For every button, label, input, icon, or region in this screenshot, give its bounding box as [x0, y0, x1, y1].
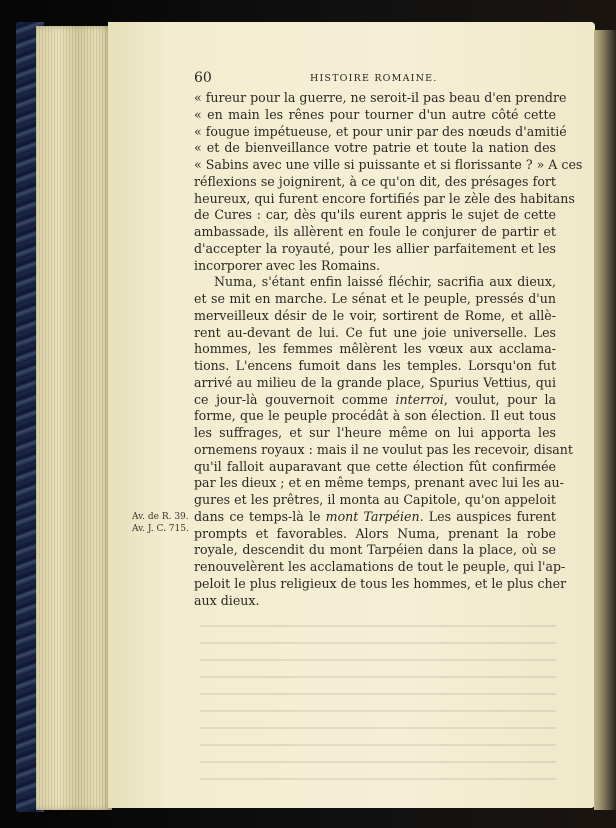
- text-line: rent au-devant de lui. Ce fut une joie universelle. Les: [194, 324, 556, 340]
- text-line: renouvelèrent les acclamations de tout le peuple, qui l'ap-: [194, 559, 566, 574]
- text-line: ce jour-là gouvernoit comme interroi, voulut, pour la: [194, 391, 556, 407]
- show-through-text: [200, 615, 556, 785]
- text-line: de Cures : car, dès qu'ils eurent appris le sujet de cette: [194, 207, 556, 223]
- text-line: arrivé au milieu de la grande place, Spurius Vettius, qui: [194, 374, 556, 390]
- text-line: par les dieux ; et en même temps, prenant avec lui les au-: [194, 475, 564, 491]
- body-text: [194, 90, 583, 609]
- page-edges: [36, 26, 112, 810]
- text-line: royale, descendit du mont Tarpéien dans la place, où se: [194, 542, 556, 558]
- text-line: incorporer avec les Romains.: [194, 257, 381, 273]
- text-line: dans ce temps-là le mont Tarpéien. Les auspices furent: [194, 508, 556, 524]
- text-line: merveilleux désir de le voir, sortirent de Rome, et allè-: [194, 307, 556, 323]
- text-line: « fougue impétueuse, et pour unir par des nœuds d'amitié: [194, 123, 567, 139]
- margin-note-line: Av. de R. 39.: [132, 512, 189, 522]
- page-number: 60: [194, 70, 212, 86]
- text-line: réflexions se joignirent, à ce qu'on dit, des présages fort: [194, 173, 556, 189]
- running-title: HISTOIRE ROMAINE.: [310, 73, 438, 84]
- text-line: hommes, les femmes mêlèrent les vœux aux acclama-: [194, 341, 556, 357]
- text-line: Numa, s'étant enfin laissé fléchir, sacrifia aux dieux,: [214, 274, 556, 290]
- text-line: « en main les rênes pour tourner d'un autre côté cette: [194, 106, 556, 122]
- page-right-edge: [594, 30, 616, 810]
- text-line: qu'il falloit auparavant que cette élection fût confirmée: [194, 458, 556, 474]
- text-line: gures et les prêtres, il monta au Capitole, qu'on appeloit: [194, 492, 556, 507]
- text-line: peloit le plus religieux de tous les hommes, et le plus cher: [194, 575, 567, 591]
- page-header: [194, 70, 556, 88]
- text-line: aux dieux.: [194, 592, 260, 608]
- text-line: ambassade, ils allèrent en foule le conjurer de partir et: [194, 224, 556, 239]
- text-line: forme, que le peuple procédât à son élection. Il eut tous: [194, 408, 556, 424]
- margin-note-line: Av. J. C. 715.: [132, 524, 189, 534]
- text-line: et se mit en marche. Le sénat et le peuple, pressés d'un: [194, 291, 556, 306]
- text-line: les suffrages, et sur l'heure même on lui apporta les: [194, 425, 556, 440]
- text-line: ornemens royaux : mais il ne voulut pas les recevoir, disant: [194, 441, 573, 457]
- text-line: « et de bienveillance votre patrie et toute la nation des: [194, 140, 556, 156]
- text-line: « fureur pour la guerre, ne seroit-il pas beau d'en prendre: [194, 90, 567, 105]
- text-line: prompts et favorables. Alors Numa, prenant la robe: [194, 525, 556, 541]
- text-line: tions. L'encens fumoit dans les temples. Lorsqu'on fut: [194, 358, 556, 373]
- text-line: « Sabins avec une ville si puissante et si florissante ? » A ces: [194, 157, 583, 172]
- text-line: d'accepter la royauté, pour les allier parfaitement et les: [194, 240, 556, 256]
- text-line: heureux, qui furent encore fortifiés par le zèle des habitans: [194, 190, 575, 206]
- margin-note: [132, 511, 196, 535]
